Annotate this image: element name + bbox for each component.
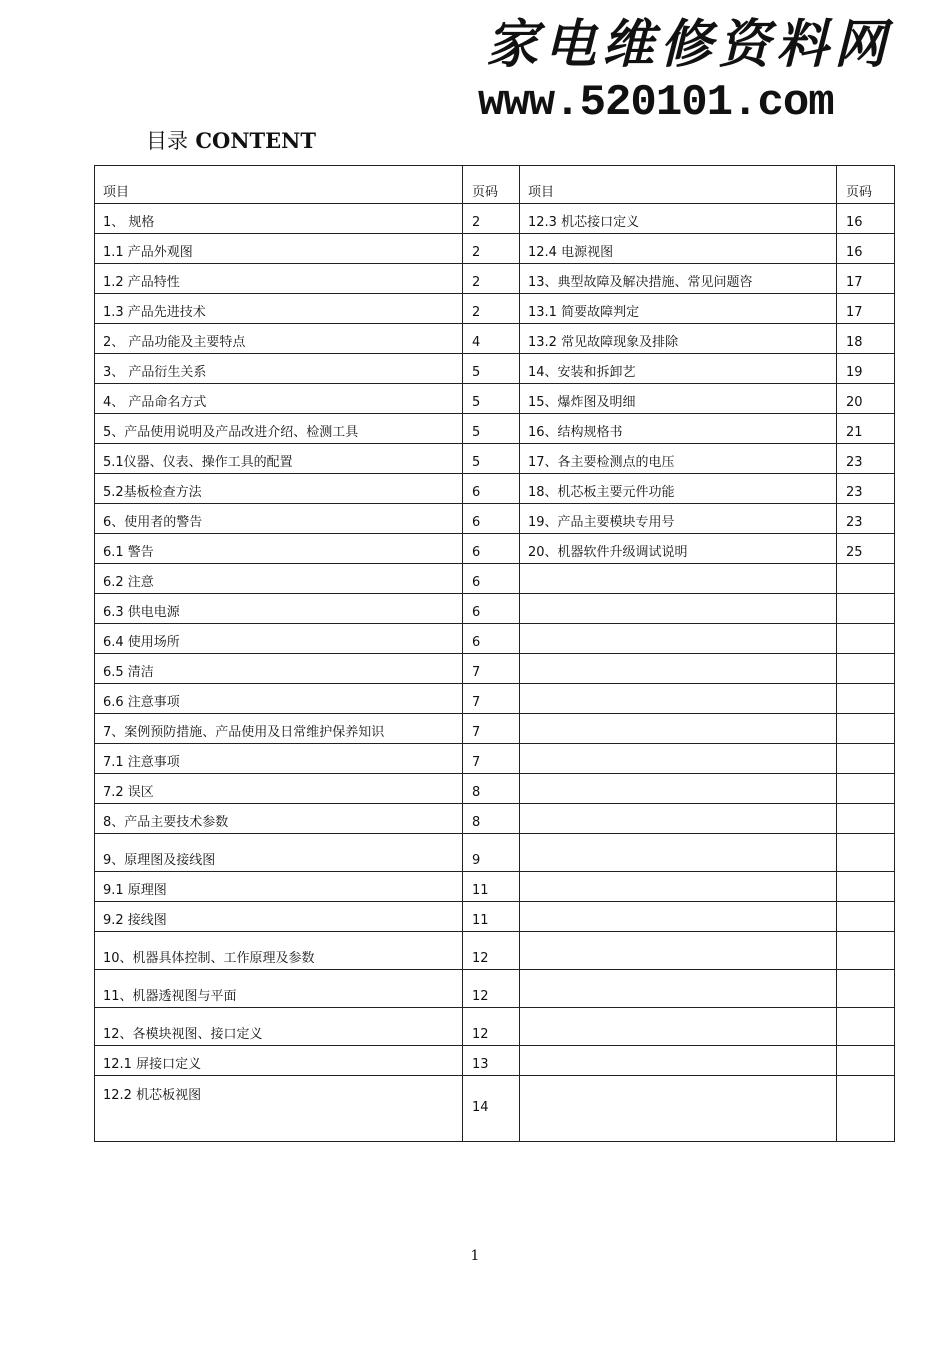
toc-page-right: [837, 932, 895, 970]
toc-page-right: [837, 970, 895, 1008]
toc-page-right: [837, 872, 895, 902]
watermark-url: www.520101.com: [478, 78, 834, 128]
toc-item-right: [520, 902, 837, 932]
toc-row: [95, 970, 895, 1008]
toc-row: [95, 324, 895, 354]
toc-page-left: 12: [463, 932, 520, 970]
toc-page-right: [837, 684, 895, 714]
toc-item-left: 12.2 机芯板视图: [95, 1076, 463, 1142]
toc-page-left: 12: [463, 970, 520, 1008]
toc-row: [95, 264, 895, 294]
toc-item-right: [520, 624, 837, 654]
toc-page-left: 5: [463, 414, 520, 444]
toc-item-right: [520, 1046, 837, 1076]
toc-page-right: [837, 714, 895, 744]
toc-page-right: 23: [837, 504, 895, 534]
toc-item-left: 9、原理图及接线图: [95, 834, 463, 872]
toc-page-right: [837, 594, 895, 624]
toc-page-right: 20: [837, 384, 895, 414]
toc-table: [94, 165, 895, 1142]
column-header-item-left: 项目: [95, 166, 463, 204]
toc-page-left: 7: [463, 714, 520, 744]
toc-item-right: [520, 594, 837, 624]
toc-item-right: 13.2 常见故障现象及排除: [520, 324, 837, 354]
toc-row: [95, 204, 895, 234]
toc-page-left: 7: [463, 684, 520, 714]
toc-item-left: 10、机器具体控制、工作原理及参数: [95, 932, 463, 970]
toc-row: [95, 414, 895, 444]
toc-page-left: 13: [463, 1046, 520, 1076]
toc-page-right: 25: [837, 534, 895, 564]
toc-item-right: 19、产品主要模块专用号: [520, 504, 837, 534]
toc-page-right: [837, 1008, 895, 1046]
toc-row: [95, 354, 895, 384]
toc-page-left: 6: [463, 564, 520, 594]
toc-page-right: [837, 1076, 895, 1142]
watermark-title: 家电维修资料网: [486, 14, 893, 75]
toc-item-left: 6、使用者的警告: [95, 504, 463, 534]
toc-page-left: 11: [463, 872, 520, 902]
toc-page-right: [837, 564, 895, 594]
toc-item-right: 16、结构规格书: [520, 414, 837, 444]
toc-row: [95, 444, 895, 474]
toc-page-right: [837, 1046, 895, 1076]
toc-row: [95, 1076, 895, 1142]
toc-row: [95, 1008, 895, 1046]
toc-row: [95, 594, 895, 624]
toc-item-left: 9.1 原理图: [95, 872, 463, 902]
toc-page-left: 5: [463, 384, 520, 414]
toc-item-left: 9.2 接线图: [95, 902, 463, 932]
toc-page-left: 11: [463, 902, 520, 932]
toc-page-left: 6: [463, 624, 520, 654]
toc-page-left: 2: [463, 234, 520, 264]
toc-item-right: [520, 684, 837, 714]
toc-page-right: 23: [837, 444, 895, 474]
toc-row: [95, 504, 895, 534]
toc-heading: [146, 126, 316, 156]
toc-item-left: 6.1 警告: [95, 534, 463, 564]
column-header-item-right: 项目: [520, 166, 837, 204]
toc-item-left: 7、案例预防措施、产品使用及日常维护保养知识: [95, 714, 463, 744]
toc-item-right: [520, 804, 837, 834]
toc-page-left: 5: [463, 354, 520, 384]
toc-page-right: [837, 744, 895, 774]
toc-item-right: 18、机芯板主要元件功能: [520, 474, 837, 504]
toc-page-left: 7: [463, 654, 520, 684]
toc-row: [95, 234, 895, 264]
toc-row: [95, 294, 895, 324]
toc-item-left: 2、 产品功能及主要特点: [95, 324, 463, 354]
toc-row: [95, 714, 895, 744]
toc-item-right: 15、爆炸图及明细: [520, 384, 837, 414]
toc-row: [95, 1046, 895, 1076]
toc-page-left: 7: [463, 744, 520, 774]
toc-row: [95, 534, 895, 564]
toc-item-right: 20、机器软件升级调试说明: [520, 534, 837, 564]
page-number: 1: [470, 1248, 480, 1264]
toc-page-right: 17: [837, 264, 895, 294]
toc-page-left: 12: [463, 1008, 520, 1046]
toc-item-right: 13.1 简要故障判定: [520, 294, 837, 324]
toc-item-right: [520, 774, 837, 804]
toc-page-right: [837, 834, 895, 872]
toc-item-left: 1.3 产品先进技术: [95, 294, 463, 324]
toc-item-right: 13、典型故障及解决措施、常见问题咨: [520, 264, 837, 294]
toc-item-right: [520, 564, 837, 594]
toc-row: [95, 872, 895, 902]
toc-page-left: 6: [463, 504, 520, 534]
toc-item-right: 12.4 电源视图: [520, 234, 837, 264]
toc-item-left: 6.4 使用场所: [95, 624, 463, 654]
toc-item-right: [520, 932, 837, 970]
toc-item-left: 6.5 清洁: [95, 654, 463, 684]
toc-page-left: 9: [463, 834, 520, 872]
toc-item-right: [520, 744, 837, 774]
toc-item-right: [520, 872, 837, 902]
toc-page-left: 5: [463, 444, 520, 474]
toc-item-left: 1、 规格: [95, 204, 463, 234]
toc-item-right: 17、各主要检测点的电压: [520, 444, 837, 474]
toc-item-left: 12.1 屏接口定义: [95, 1046, 463, 1076]
toc-page-right: 19: [837, 354, 895, 384]
toc-item-right: [520, 970, 837, 1008]
toc-page-left: 6: [463, 474, 520, 504]
toc-page-left: 2: [463, 204, 520, 234]
toc-item-right: [520, 834, 837, 872]
toc-row: [95, 804, 895, 834]
toc-item-left: 8、产品主要技术参数: [95, 804, 463, 834]
toc-item-left: 11、机器透视图与平面: [95, 970, 463, 1008]
toc-heading-en: CONTENT: [195, 128, 316, 153]
toc-row: [95, 474, 895, 504]
toc-page-left: 14: [463, 1076, 520, 1142]
toc-row: [95, 774, 895, 804]
toc-item-left: 1.1 产品外观图: [95, 234, 463, 264]
toc-page-right: 18: [837, 324, 895, 354]
toc-row: [95, 744, 895, 774]
toc-item-right: 12.3 机芯接口定义: [520, 204, 837, 234]
toc-item-left: 7.2 误区: [95, 774, 463, 804]
toc-item-left: 6.2 注意: [95, 564, 463, 594]
toc-page-right: [837, 902, 895, 932]
toc-page-right: [837, 654, 895, 684]
toc-item-left: 5、产品使用说明及产品改进介绍、检测工具: [95, 414, 463, 444]
toc-item-right: [520, 654, 837, 684]
toc-page-right: 16: [837, 234, 895, 264]
toc-page-right: 21: [837, 414, 895, 444]
toc-header-row: [95, 166, 895, 204]
toc-item-left: 12、各模块视图、接口定义: [95, 1008, 463, 1046]
toc-page-right: [837, 624, 895, 654]
toc-page-left: 2: [463, 264, 520, 294]
toc-row: [95, 564, 895, 594]
toc-page-right: 17: [837, 294, 895, 324]
toc-row: [95, 624, 895, 654]
toc-page-left: 2: [463, 294, 520, 324]
toc-item-left: 5.2基板检查方法: [95, 474, 463, 504]
toc-item-left: 1.2 产品特性: [95, 264, 463, 294]
toc-page-right: [837, 804, 895, 834]
toc-row: [95, 684, 895, 714]
toc-item-left: 7.1 注意事项: [95, 744, 463, 774]
toc-heading-cn: 目录: [146, 129, 188, 153]
toc-item-left: 6.3 供电电源: [95, 594, 463, 624]
toc-page-right: 16: [837, 204, 895, 234]
toc-row: [95, 902, 895, 932]
toc-item-right: [520, 1076, 837, 1142]
toc-page-left: 8: [463, 774, 520, 804]
toc-row: [95, 384, 895, 414]
toc-item-left: 3、 产品衍生关系: [95, 354, 463, 384]
toc-row: [95, 834, 895, 872]
column-header-page-right: 页码: [837, 166, 895, 204]
toc-item-left: 5.1仪器、仪表、操作工具的配置: [95, 444, 463, 474]
toc-item-right: [520, 1008, 837, 1046]
toc-item-left: 6.6 注意事项: [95, 684, 463, 714]
toc-page-left: 4: [463, 324, 520, 354]
toc-page-left: 6: [463, 594, 520, 624]
toc-page-right: 23: [837, 474, 895, 504]
toc-item-right: 14、安装和拆卸艺: [520, 354, 837, 384]
toc-item-left: 4、 产品命名方式: [95, 384, 463, 414]
toc-page-left: 8: [463, 804, 520, 834]
toc-page-right: [837, 774, 895, 804]
toc-page-left: 6: [463, 534, 520, 564]
toc-row: [95, 932, 895, 970]
toc-row: [95, 654, 895, 684]
column-header-page-left: 页码: [463, 166, 520, 204]
toc-item-right: [520, 714, 837, 744]
